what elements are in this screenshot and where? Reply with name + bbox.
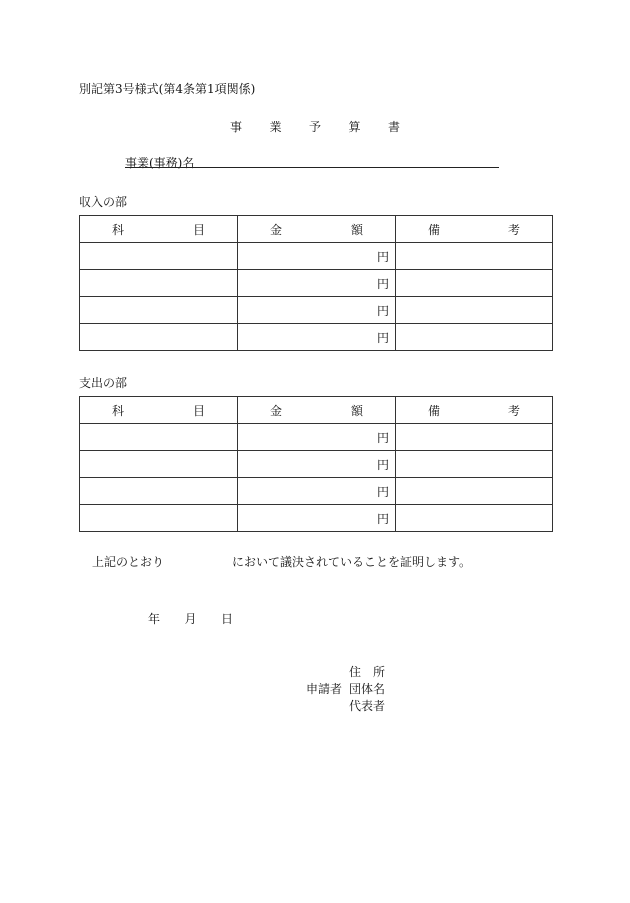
- remarks-cell[interactable]: [396, 324, 553, 351]
- remarks-cell[interactable]: [396, 478, 553, 505]
- header-amount: 金 額: [238, 397, 396, 424]
- header-item: 科 目: [80, 216, 238, 243]
- table-row: [80, 478, 553, 505]
- amount-cell[interactable]: 円: [238, 324, 396, 351]
- title-char: 書: [387, 120, 400, 134]
- remarks-cell[interactable]: [396, 505, 553, 532]
- title-char: 業: [269, 120, 282, 134]
- header-remarks: 備 考: [396, 397, 553, 424]
- remarks-cell[interactable]: [396, 451, 553, 478]
- expense-table: [79, 396, 553, 532]
- header-item: 科 目: [80, 397, 238, 424]
- item-cell[interactable]: [80, 243, 238, 270]
- table-header-row: [80, 397, 553, 424]
- table-row: [80, 505, 553, 532]
- date-month-label: 月: [184, 612, 197, 626]
- expense-section-label: 支出の部: [79, 376, 128, 390]
- document-title: [230, 118, 400, 135]
- address-label: 住 所: [349, 665, 385, 679]
- item-cell[interactable]: [80, 451, 238, 478]
- remarks-cell[interactable]: [396, 297, 553, 324]
- amount-cell[interactable]: 円: [238, 478, 396, 505]
- table-row: [80, 243, 553, 270]
- item-cell[interactable]: [80, 270, 238, 297]
- remarks-cell[interactable]: [396, 243, 553, 270]
- project-name-field[interactable]: [125, 167, 499, 168]
- item-cell[interactable]: [80, 297, 238, 324]
- certification-text-1: 上記のとおり: [92, 555, 165, 569]
- amount-cell[interactable]: 円: [238, 297, 396, 324]
- title-char: 事: [230, 120, 243, 134]
- amount-cell[interactable]: 円: [238, 424, 396, 451]
- table-header-row: [80, 216, 553, 243]
- date-year-label: 年: [148, 612, 161, 626]
- date-line: [148, 610, 233, 627]
- table-row: [80, 324, 553, 351]
- item-cell[interactable]: [80, 505, 238, 532]
- header-amount: 金 額: [238, 216, 396, 243]
- group-name-label: 団体名: [349, 682, 386, 696]
- date-day-label: 日: [220, 612, 233, 626]
- item-cell[interactable]: [80, 324, 238, 351]
- table-row: [80, 424, 553, 451]
- title-char: 算: [348, 120, 361, 134]
- income-section-label: 収入の部: [79, 195, 128, 209]
- project-name-label: 事業(事務)名: [125, 156, 195, 170]
- amount-cell[interactable]: 円: [238, 451, 396, 478]
- item-cell[interactable]: [80, 424, 238, 451]
- applicant-label: 申請者: [306, 682, 343, 696]
- table-row: [80, 297, 553, 324]
- certification-text-2: において議決されていることを証明します。: [232, 555, 472, 569]
- certification-statement: [92, 553, 492, 569]
- remarks-cell[interactable]: [396, 424, 553, 451]
- form-number: 別記第3号様式(第4条第1項関係): [79, 82, 256, 96]
- amount-cell[interactable]: 円: [238, 505, 396, 532]
- amount-cell[interactable]: 円: [238, 243, 396, 270]
- item-cell[interactable]: [80, 478, 238, 505]
- table-row: [80, 270, 553, 297]
- amount-cell[interactable]: 円: [238, 270, 396, 297]
- header-remarks: 備 考: [396, 216, 553, 243]
- title-char: 予: [308, 120, 321, 134]
- income-table: [79, 215, 553, 351]
- table-row: [80, 451, 553, 478]
- representative-label: 代表者: [349, 699, 386, 713]
- remarks-cell[interactable]: [396, 270, 553, 297]
